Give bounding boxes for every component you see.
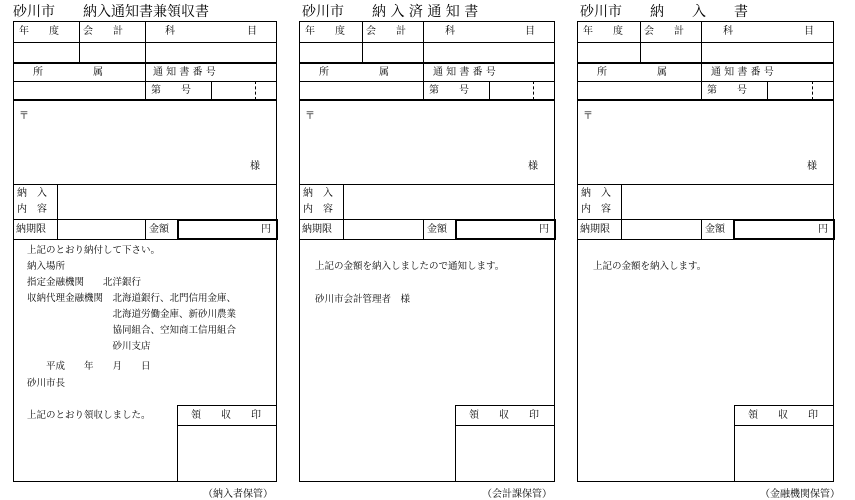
header-shozoku: 所 属	[33, 67, 103, 78]
header-shozoku: 所 属	[597, 67, 667, 78]
seal-label: 領 収 印	[748, 410, 818, 421]
naiyou-label: 内 容	[303, 204, 333, 215]
header-kaikei: 会 計	[644, 26, 684, 37]
noukigen-label: 納期限	[580, 224, 610, 235]
header-nendo: 年 度	[305, 26, 345, 37]
form3-payment-slip	[577, 21, 841, 482]
naiyou-label: 内 容	[581, 204, 611, 215]
nyuunyuu-label: 納 入	[581, 188, 611, 199]
postal-mark: 〒	[583, 111, 593, 122]
en-label: 円	[818, 224, 828, 235]
form2-title: 砂川市 納 入 済 通 知 書	[302, 4, 479, 20]
header-ka: 科	[723, 26, 733, 37]
header-tsuchi-no: 通 知 書 番 号	[433, 67, 496, 78]
kingaku-label: 金額	[427, 224, 447, 235]
sama-label: 様	[250, 161, 260, 172]
header-dai-go: 第 号	[151, 85, 191, 96]
header-moku: 目	[247, 26, 257, 37]
body-line-1: 上記の金額を納入します。	[593, 261, 707, 272]
header-dai-go: 第 号	[707, 85, 747, 96]
header-tsuchi-no: 通 知 書 番 号	[153, 67, 216, 78]
postal-mark: 〒	[305, 111, 315, 122]
header-ka: 科	[165, 26, 175, 37]
body-line-3: 指定金融機関 北洋銀行	[27, 277, 142, 288]
header-nendo: 年 度	[19, 26, 59, 37]
nyuunyuu-label: 納 入	[303, 188, 333, 199]
body-line-1: 上記の金額を納入しましたので通知します。	[315, 261, 505, 272]
header-moku: 目	[804, 26, 814, 37]
header-kaikei: 会 計	[83, 26, 123, 37]
body-line-8: 平成 年 月 日	[27, 361, 151, 372]
body-line-3: 砂川市会計管理者 様	[315, 294, 411, 305]
kingaku-label: 金額	[705, 224, 725, 235]
body-line-5: 北海道労働金庫、新砂川農業	[27, 309, 237, 320]
header-tsuchi-no: 通 知 書 番 号	[711, 67, 774, 78]
naiyou-label: 内 容	[17, 204, 47, 215]
form2-payment-notice	[299, 21, 563, 482]
body-line-7: 砂川支店	[27, 341, 151, 352]
form3-title: 砂川市 納 入 書	[580, 4, 748, 20]
en-label: 円	[539, 224, 549, 235]
kingaku-label: 金額	[149, 224, 169, 235]
noukigen-label: 納期限	[302, 224, 332, 235]
received-note: 上記のとおり領収しました。	[27, 410, 151, 421]
body-line-6: 協同組合、空知商工信用組合	[27, 325, 237, 336]
postal-mark: 〒	[19, 111, 29, 122]
en-label: 円	[261, 224, 271, 235]
form1-title: 砂川市 納入通知書兼領収書	[13, 4, 209, 20]
body-line-4: 収納代理金融機関 北海道銀行、北門信用金庫、	[27, 293, 237, 304]
form1-footer: （納入者保管）	[203, 489, 273, 500]
seal-label: 領 収 印	[469, 410, 539, 421]
sama-label: 様	[807, 161, 817, 172]
header-kaikei: 会 計	[366, 26, 406, 37]
sama-label: 様	[528, 161, 538, 172]
form3-footer: （金融機関保管）	[760, 489, 840, 500]
header-shozoku: 所 属	[319, 67, 389, 78]
form1-receipt-notice	[13, 21, 277, 482]
header-dai-go: 第 号	[429, 85, 469, 96]
header-moku: 目	[525, 26, 535, 37]
body-line-9: 砂川市長	[27, 378, 66, 389]
seal-label: 領 収 印	[191, 410, 261, 421]
nyuunyuu-label: 納 入	[17, 188, 47, 199]
noukigen-label: 納期限	[16, 224, 46, 235]
body-line-2: 納入場所	[27, 261, 66, 272]
header-ka: 科	[445, 26, 455, 37]
form2-footer: （会計課保管）	[482, 489, 552, 500]
body-line-1: 上記のとおり納付して下さい。	[27, 245, 161, 256]
header-nendo: 年 度	[583, 26, 623, 37]
